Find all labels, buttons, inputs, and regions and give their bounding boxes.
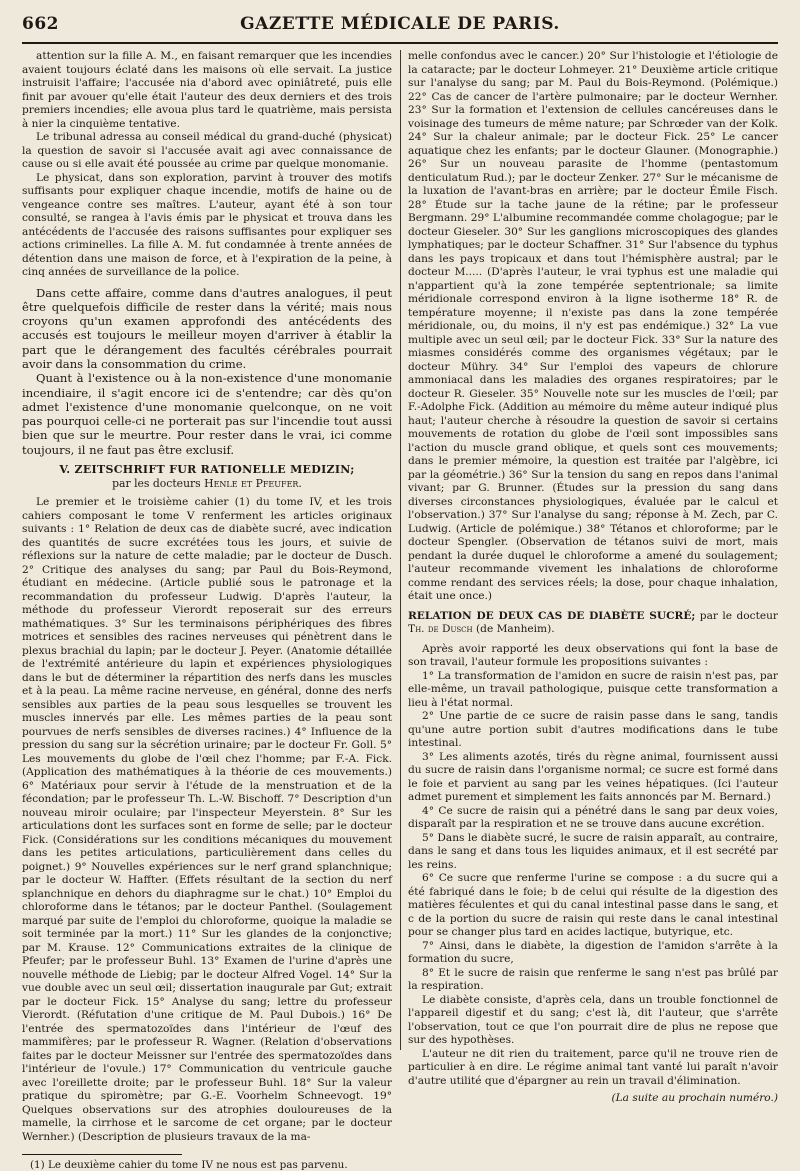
section-title: V. ZEITSCHRIFT FUR RATIONELLE MEDIZIN;: [59, 463, 355, 477]
article-heading: [408, 610, 778, 637]
paragraph: 1° La transformation de l'amidon en sucre de raisin n'est pas, par elle-même, un travail pathologique, puisque cette transformation a lieu à l'état normal.: [408, 669, 778, 709]
article-title: RELATION DE DEUX CAS DE DIABÈTE SUCRÉ;: [408, 609, 696, 622]
article-author: Th. de Dusch: [408, 623, 473, 635]
paragraph: 6° Ce sucre que renferme l'urine se compose : a du sucre qui a été fabriqué dans le foie; b de celui qui résulte de la digestion des matières féculentes et qui du canal intestinal passe dans le sang, et c de la portion du sucre de raisin qui reste dans le canal intestinal pour se changer plus tard en acides lactique, butyrique, etc.: [408, 872, 778, 938]
section-authors-prefix: par les docteurs: [112, 477, 201, 491]
paragraph: Le premier et le troisième cahier (1) du tome IV, et les trois cahiers composant le tome V renferment les articles originaux suivants : 1° Relation de deux cas de diabète sucré, avec indication des quantités de sucre excrétées tous les jours, et suivie de réflexions sur la nature de cette maladie; par le docteur de Dusch. 2° Critique des analyses du sang; par Paul du Bois-Reymond, étudiant en médecine. (Article publié sous le patronage et la recommandation du professeur Ludwig. D'après l'auteur, la méthode du professeur Vierordt reposerait sur des erreurs mathématiques. 3° Sur les terminaisons périphériques des fibres motrices et sensibles des racines nerveuses qui pénètrent dans le plexus brachial du lapin; par le docteur J. Peyer. (Anatomie détaillée de l'extrémité antérieure du lapin et expériences physiologiques dans le but de déterminer la répartition des nerfs dans les muscles et à la peau. La même racine nerveuse, en général, donne des nerfs sensibles aux parties de la peau sous lesquelles se trouvent les muscles innervés par elle. Les mêmes parties de la peau sont pourvues de nerfs sensibles de diverses racines.) 4° Influence de la pression du sang sur la sécrétion urinaire; par le docteur Fr. Goll. 5° Les mouvements du globe de l'œil chez l'homme; par F.-A. Fick. (Application des mathématiques à la théorie de ces mouvements.) 6° Matériaux pour servir à l'étude de la menstruation et de la fécondation; par le professeur Th. L.-W. Bischoff. 7° Description d'un nouveau miroir oculaire; par l'inspecteur Meyerstein. 8° Sur les articulations dont les surfaces sont en forme de selle; par le docteur Fick. (Considérations sur les conditions mécaniques du mouvement dans les petites articulations, particulièrement dans celles du poignet.) 9° Nouvelles expériences sur le nerf grand splanchnique; par le docteur W. Haffter. (Effets résultant de la section du nerf splanchnique en dehors du diaphragme sur le chat.) 10° Emploi du chloroforme dans le tétanos; par le docteur Panthel. (Soulagement marqué par suite de l'emploi du chloroforme, quoique la maladie se soit terminée par la mort.) 11° Sur les glandes de la conjonctive; par M. Krause. 12° Communications extraites de la clinique de Pfeufer; par le professeur Buhl. 13° Examen de l'urine d'après une nouvelle méthode de Liebig; par le docteur Alfred Vogel. 14° Sur la vue double avec un seul œil; dissertation inaugurale par Gut; extrait par le docteur Fick. 15° Analyse du sang; lettre du professeur Vierordt. (Réfutation d'une critique de M. Paul Dubois.) 16° De l'entrée des spermatozoïdes dans l'intérieur de l'œuf des mammifères; par le professeur R. Wagner. (Relation d'observations faites par le docteur Meissner sur l'entrée des spermatozoïdes dans l'intérieur de l'ovule.) 17° Communication du ventricule gauche avec l'oreillette droite; par le professeur Buhl. 18° Sur la valeur pratique du spiromètre; par G.-E. Voorhelm Schneevogt. 19° Quelques observations sur des atrophies douloureuses de la mamelle, la cirrhose et le sarcome de cet organe; par le docteur Wernher.) (Description de plusieurs travaux de la ma-: [22, 496, 392, 1143]
paragraph: attention sur la fille A. M., en faisant remarquer que les incendies avaient toujours éclaté dans les maisons où elle servait. La justice instruisit l'affaire; l'accusée nia d'abord avec opiniâtreté, puis elle finit par avouer qu'elle était l'auteur des deux derniers et des trois premiers incendies; elle avoua plus tard le quatrième, mais persista à nier la cinquième tentative.: [22, 50, 392, 130]
paragraph: L'auteur ne dit rien du traitement, parce qu'il ne trouve rien de particulier à en dire. Le régime animal tant vanté lui paraît n'avoir d'autre utilité que d'épargner au rein un travail d'élimination.: [408, 1047, 778, 1087]
footnote-rule: [22, 1154, 182, 1155]
journal-title: GAZETTE MÉDICALE DE PARIS.: [240, 14, 560, 34]
page-number: 662: [22, 14, 59, 34]
paragraph: Après avoir rapporté les deux observations qui font la base de son travail, l'auteur formule les propositions suivantes :: [408, 642, 778, 668]
paragraph: 7° Ainsi, dans le diabète, la digestion de l'amidon s'arrête à la formation du sucre,: [408, 939, 778, 965]
continued-note: (La suite au prochain numéro.): [611, 1092, 778, 1104]
paragraph: 4° Ce sucre de raisin qui a pénétré dans le sang par deux voies, disparaît par la respiration et ne se trouve dans aucune excrétion.: [408, 804, 778, 830]
page-header: [22, 14, 778, 40]
paragraph: Quant à l'existence ou à la non-existence d'une monomanie incendiaire, il s'agit encore ici de s'entendre; car dès qu'on admet l'existence d'une monomanie quelconque, on ne voit pas pourquoi celle-ci ne porterait pas sur l'incendie tout aussi bien que sur le meurtre. Pour rester dans le vrai, ici comme toujours, il ne faut pas être exclusif.: [22, 371, 392, 457]
paragraph: 2° Une partie de ce sucre de raisin passe dans le sang, tandis qu'une autre portion subit d'autres modifications dans le tube intestinal.: [408, 710, 778, 749]
paragraph: Le diabète consiste, d'après cela, dans un trouble fonctionnel de l'appareil digestif et du sang; c'est là, dit l'auteur, que s'arrête l'observation, tout ce que l'on pourrait dire de plus ne repose que sur des hypothèses.: [408, 993, 778, 1046]
right-column: [408, 50, 778, 1104]
paragraph: 3° Les aliments azotés, tirés du règne animal, fournissent aussi du sucre de raisin dans l'organisme normal; ce sucre est formé dans le foie et parvient au sang par les veines hépatiques. (Ici l'auteur admet purement et simplement les faits annoncés par M. Bernard.): [408, 750, 778, 803]
section-authors-names: Henle et Pfeufer.: [204, 477, 302, 491]
paragraph: Le physicat, dans son exploration, parvint à trouver des motifs suffisants pour expliquer chaque incendie, motifs de haine ou de vengeance contre ses maîtres. L'auteur, ayant été à son tour consulté, se rangea à l'avis émis par le physicat et trouva dans les antécédents de l'accusée des raisons suffisantes pour expliquer ses actions criminelles. La fille A. M. fut condamnée à trente années de détention dans une maison de force, et à l'expiration de la peine, à cinq années de surveillance de la police.: [22, 171, 392, 278]
article-place: (de Manheim).: [476, 623, 555, 635]
paragraph: melle confondus avec le cancer.) 20° Sur l'histologie et l'étiologie de la cataracte; par le docteur Lohmeyer. 21° Deuxième article critique sur l'analyse du sang; par M. Paul du Bois-Reymond. (Polémique.) 22° Cas de cancer de l'artère pulmonaire; par le docteur Wernher. 23° Sur la formation et l'extension de cellules cancéreuses dans le voisinage des tumeurs de même nature; par Schrœder van der Kolk. 24° Sur la chaleur animale; par le docteur Fick. 25° Le cancer aquatique chez les enfants; par le docteur Glauner. (Monographie.) 26° Sur un nouveau parasite de l'homme (pentastomum denticulatum Rud.); par le docteur Zenker. 27° Sur le mécanisme de la luxation de l'avant-bras en arrière; par le docteur Émile Fisch. 28° Étude sur la tache jaune de la rétine; par le professeur Bergmann. 29° L'albumine recommandée comme cholagogue; par le docteur Gieseler. 30° Sur les ganglions microscopiques des glandes lymphatiques; par le docteur Schaffner. 31° Sur l'absence du typhus dans les pays tropicaux et dans tout l'hémisphère austral; par le docteur M..... (D'après l'auteur, le vrai typhus est une maladie qui n'appartient qu'à la zone tempérée septentrionale; sa limite méridionale correspond environ à la ligne isotherme 18° R. de température moyenne; il n'existe pas dans la zone tempérée méridionale, ou, du moins, il n'y est pas endémique.) 32° La vue multiple avec un seul œil; par le docteur Fick. 33° Sur la nature des miasmes considérés comme des organismes végétaux; par le docteur Mühry. 34° Sur l'emploi des vapeurs de chlorure ammoniacal dans les maladies des organes respiratoires; par le docteur R. Gieseler. 35° Nouvelle note sur les muscles de l'œil; par F.-Adolphe Fick. (Addition au mémoire du même auteur indiqué plus haut; l'auteur cherche à résoudre la question de savoir si certains mouvements de rotation du globe de l'œil sont impossibles sans l'action du muscle grand oblique, et quels sont ces mouvements; dans le premier mémoire, la question est traitée par l'algèbre, ici par la géométrie.) 36° Sur la tension du sang en repos dans l'animal vivant; par G. Brunner. (Études sur la pression du sang dans diverses circonstances physiologiques, évaluée par le calcul et l'observation.) 37° Sur l'analyse du sang; réponse à M. Zech, par C. Ludwig. (Article de polémique.) 38° Tétanos et chloroforme; par le docteur Spengler. (Observation de tétanos suivi de mort, mais pendant la durée duquel le chloroforme a amené du soulagement; l'auteur recommande vivement les inhalations de chloroforme comme rendant des services réels; la dose, pour chaque inhalation, était une once.): [408, 50, 778, 602]
section-authors: [22, 477, 392, 490]
columns: [22, 50, 778, 1171]
left-column: [22, 50, 392, 1171]
paragraph: 5° Dans le diabète sucré, le sucre de raisin apparaît, au contraire, dans le sang et dans tous les liquides animaux, et il est secrété par les reins.: [408, 831, 778, 871]
paragraph: Dans cette affaire, comme dans d'autres analogues, il peut être quelquefois difficile de rester dans la vérité; mais nous croyons qu'un examen approfondi des antécédents des accusés est toujours le meilleur moyen d'arriver à établir la part que le dérangement des facultés cérébrales pourrait avoir dans la consommation du crime.: [22, 285, 392, 371]
header-rule: [22, 42, 778, 44]
paragraph: Le tribunal adressa au conseil médical du grand-duché (physicat) la question de savoir si l'accusée avait agi avec connaissance de cause ou si elle avait été poussée au crime par quelque monomanie.: [22, 131, 392, 170]
paragraph: 8° Et le sucre de raisin que renferme le sang n'est pas brûlé par la respiration.: [408, 966, 778, 992]
article-by: par le docteur: [699, 609, 778, 622]
footnote: (1) Le deuxième cahier du tome IV ne nous est pas parvenu.: [30, 1159, 348, 1171]
